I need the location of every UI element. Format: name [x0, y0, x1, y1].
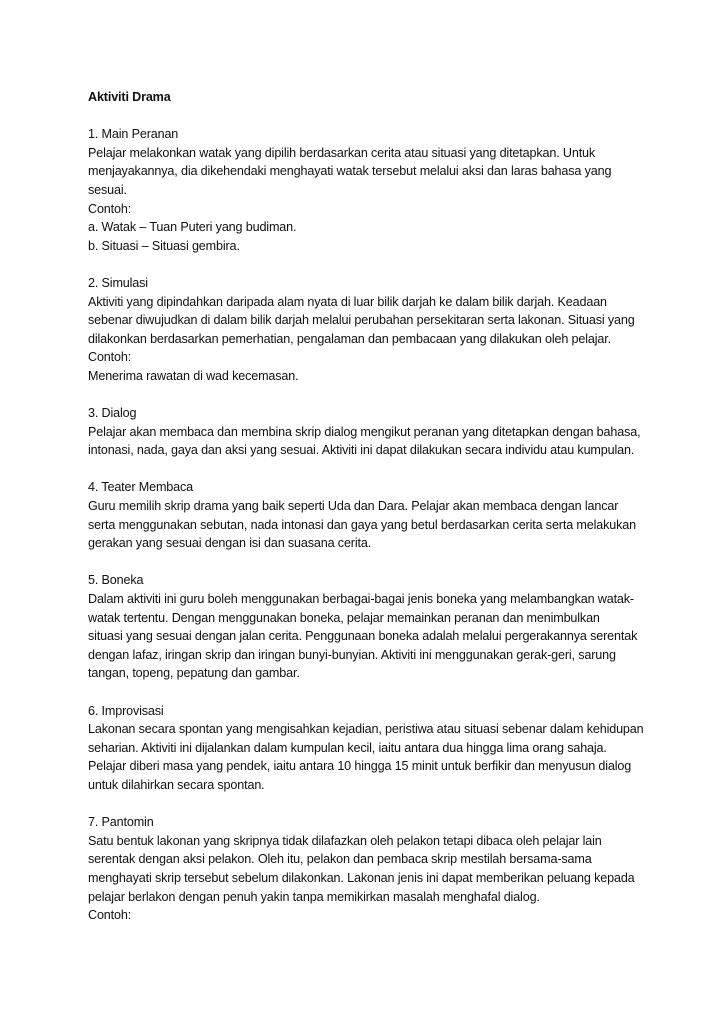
- section-2: [88, 274, 648, 386]
- paragraph-line: gerakan yang sesuai dengan isi dan suasana cerita.: [88, 536, 372, 551]
- section-3: [88, 404, 648, 460]
- paragraph-line: Contoh:: [88, 908, 132, 923]
- paragraph-line: serta menggunakan sebutan, nada intonasi dan gaya yang betul berdasarkan cerita serta melakukan: [88, 517, 636, 532]
- section-heading: 2. Simulasi: [88, 275, 148, 290]
- paragraph-line: seharian. Aktiviti ini dijalankan dalam kumpulan kecil, iaitu antara dua hingga lima orang sahaja.: [88, 740, 607, 755]
- paragraph-line: Satu bentuk lakonan yang skripnya tidak dilafazkan oleh pelakon tetapi dibaca oleh pelajar lain: [88, 833, 602, 848]
- spacer: [88, 107, 648, 126]
- paragraph-line: a. Watak – Tuan Puteri yang budiman.: [88, 220, 297, 235]
- paragraph-line: Menerima rawatan di wad kecemasan.: [88, 368, 299, 383]
- paragraph-line: intonasi, nada, gaya dan aksi yang sesuai. Aktiviti ini dapat dilakukan secara individu atau kumpulan.: [88, 443, 635, 458]
- section-heading: 6. Improvisasi: [88, 703, 164, 718]
- paragraph-line: b. Situasi – Situasi gembira.: [88, 238, 240, 253]
- section-7: [88, 813, 648, 925]
- paragraph-line: sesuai.: [88, 182, 127, 197]
- paragraph-line: Pelajar melakonkan watak yang dipilih berdasarkan cerita atau situasi yang ditetapkan. Untuk: [88, 145, 596, 160]
- paragraph-line: watak tertentu. Dengan menggunakan boneka, pelajar memainkan peranan dan menimbulkan: [88, 610, 600, 625]
- paragraph-line: dengan lafaz, iringan skrip dan iringan bunyi-bunyian. Aktiviti ini menggunakan gerak-geri, sarung: [88, 647, 616, 662]
- section-6: [88, 702, 648, 795]
- paragraph-line: untuk dilahirkan secara spontan.: [88, 777, 265, 792]
- document-title: Aktiviti Drama: [88, 90, 171, 104]
- paragraph-line: Contoh:: [88, 201, 132, 216]
- paragraph-line: serentak dengan aksi pelakon. Oleh itu, pelakon dan pembaca skrip mestilah bersama-sama: [88, 852, 592, 867]
- paragraph-line: situasi yang sesuai dengan jalan cerita. Penggunaan boneka adalah melalui pergerakannya serentak: [88, 629, 638, 644]
- paragraph-line: menghayati skrip tersebut sebelum dilakonkan. Lakonan jenis ini dapat memberikan peluang kepada: [88, 870, 635, 885]
- paragraph-line: Pelajar akan membaca dan membina skrip dialog mengikut peranan yang ditetapkan dengan bahasa,: [88, 424, 641, 439]
- section-heading: 3. Dialog: [88, 406, 137, 421]
- section-heading: 7. Pantomin: [88, 815, 154, 830]
- paragraph-line: Guru memilih skrip drama yang baik seperti Uda dan Dara. Pelajar akan membaca dengan lancar: [88, 499, 619, 514]
- section-heading: 1. Main Peranan: [88, 127, 179, 142]
- paragraph-line: tangan, topeng, pepatung dan gambar.: [88, 666, 300, 681]
- section-heading: 5. Boneka: [88, 573, 144, 588]
- section-4: [88, 478, 648, 552]
- paragraph-line: dilakonkan berdasarkan pemerhatian, pengalaman dan pembacaan yang dilakukan oleh pelajar.: [88, 331, 611, 346]
- section-1: [88, 125, 648, 255]
- paragraph-line: Pelajar diberi masa yang pendek, iaitu antara 10 hingga 15 minit untuk berfikir dan menyusun dialog: [88, 759, 632, 774]
- paragraph-line: sebenar diwujudkan di dalam bilik darjah melalui perubahan persekitaran serta lakonan. Situasi yang: [88, 313, 635, 328]
- paragraph-line: Lakonan secara spontan yang mengisahkan kejadian, peristiwa atau situasi sebenar dalam kehidupan: [88, 722, 644, 737]
- section-5: [88, 571, 648, 683]
- sections-container: [88, 125, 648, 925]
- paragraph-line: Dalam aktiviti ini guru boleh menggunakan berbagai-bagai jenis boneka yang melambangkan watak-: [88, 592, 634, 607]
- paragraph-line: Aktiviti yang dipindahkan daripada alam nyata di luar bilik darjah ke dalam bilik darjah. Keadaan: [88, 294, 607, 309]
- paragraph-line: menjayakannya, dia dikehendaki menghayati watak tersebut melalui aksi dan laras bahasa yang: [88, 164, 612, 179]
- section-heading: 4. Teater Membaca: [88, 480, 194, 495]
- document-page: [88, 88, 648, 943]
- paragraph-line: Contoh:: [88, 350, 132, 365]
- paragraph-line: pelajar berlakon dengan penuh yakin tanpa memikirkan masalah menghafal dialog.: [88, 889, 540, 904]
